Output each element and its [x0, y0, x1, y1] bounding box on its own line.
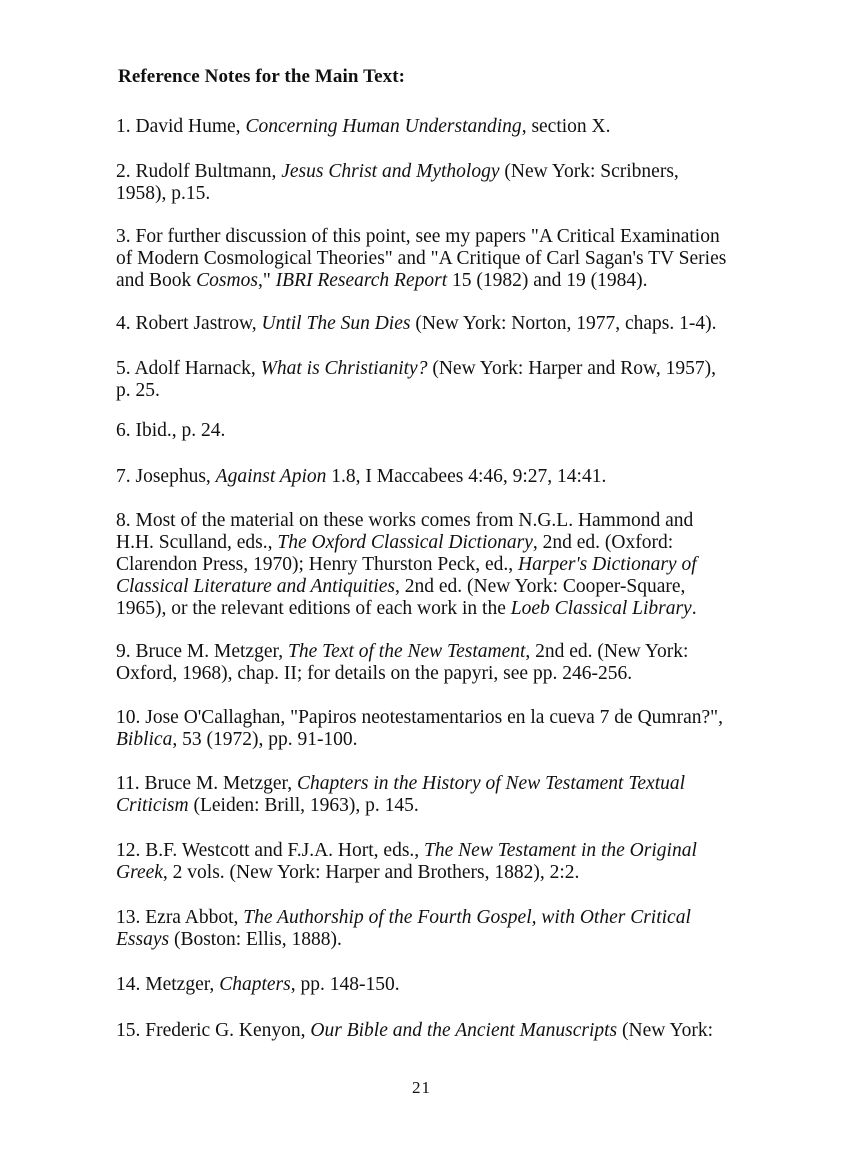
note-text-end: (Leiden: Brill, 1963), p. 145. — [188, 795, 419, 816]
note-text: Metzger, — [145, 974, 220, 995]
note-title: The Text of the New Testament — [287, 641, 526, 662]
note-number: 10. — [116, 707, 141, 728]
note-title: What is Christianity? — [260, 358, 428, 379]
note-number: 13. — [116, 907, 141, 928]
note-text: Josephus, — [135, 466, 216, 487]
note-number: 3. — [116, 226, 131, 247]
note-text-end: , pp. 148-150. — [290, 974, 400, 995]
note-title: Our Bible and the Ancient Manuscripts — [310, 1020, 618, 1041]
reference-note-15 — [116, 1020, 728, 1042]
note-title: Jesus Christ and Mythology — [281, 161, 500, 182]
note-number: 14. — [116, 974, 141, 995]
reference-note-8 — [116, 510, 728, 620]
note-text-mid: , 2nd ed. (Oxford: Clarendon Press, 1970); Henry Thurston Peck, ed., — [116, 532, 674, 575]
reference-note-9 — [116, 641, 728, 685]
note-number: 4. — [116, 313, 131, 334]
note-text: Ibid., p. 24. — [135, 420, 226, 441]
note-title: The Authorship of the Fourth Gospel, with Other Critical Essays — [116, 907, 691, 950]
note-number: 7. — [116, 466, 131, 487]
note-text-end: (New York: Harper and Row, 1957), p. 25. — [116, 358, 716, 401]
note-number: 12. — [116, 840, 141, 861]
note-number: 9. — [116, 641, 131, 662]
reference-note-11 — [116, 773, 728, 817]
note-text-end: , 2 vols. (New York: Harper and Brothers, 1882), 2:2. — [162, 862, 580, 883]
note-number: 15. — [116, 1020, 141, 1041]
note-text-end: (New York: — [617, 1020, 714, 1041]
note-text-end: , section X. — [521, 116, 611, 137]
note-text-end: 1.8, I Maccabees 4:46, 9:27, 14:41. — [326, 466, 607, 487]
note-text-end: , 2nd ed. (New York: Oxford, 1968), chap. II; for details on the papyri, see pp. 246-256. — [116, 641, 689, 684]
note-text: For further discussion of this point, see my papers "A Critical Examination of Modern Cosmological Theories" and "A Critique of Carl Sagan's TV Series and Book — [116, 226, 727, 291]
note-number: 6. — [116, 420, 131, 441]
note-title: Chapters in the History of New Testament Textual Criticism — [116, 773, 686, 816]
reference-note-14 — [116, 974, 728, 996]
note-title: Concerning Human Understanding — [245, 116, 522, 137]
reference-note-13 — [116, 907, 728, 951]
reference-note-7 — [116, 466, 728, 488]
note-title: The New Testament in the Original Greek — [116, 840, 697, 883]
note-text-mid-2: , 2nd ed. (New York: Cooper-Square, 1965), or the relevant editions of each work in the — [116, 576, 686, 619]
page-number: 21 — [412, 1078, 431, 1097]
note-text: Robert Jastrow, — [135, 313, 262, 334]
note-number: 1. — [116, 116, 131, 137]
note-text: Jose O'Callaghan, "Papiros neotestamentarios en la cueva 7 de Qumran?", — [145, 707, 723, 728]
note-text: Adolf Harnack, — [134, 358, 261, 379]
note-title-3: Loeb Classical Library — [510, 598, 692, 619]
note-text: David Hume, — [135, 116, 246, 137]
reference-note-4 — [116, 313, 728, 335]
note-text: Bruce M. Metzger, — [144, 773, 297, 794]
reference-note-6 — [116, 420, 728, 442]
reference-note-1 — [116, 116, 728, 138]
note-text-end: . — [691, 598, 697, 619]
reference-note-12 — [116, 840, 728, 884]
reference-note-10 — [116, 707, 728, 751]
note-title: Biblica — [116, 729, 173, 750]
note-number: 11. — [116, 773, 140, 794]
note-number: 8. — [116, 510, 131, 531]
note-text: Ezra Abbot, — [145, 907, 244, 928]
note-text: Rudolf Bultmann, — [135, 161, 282, 182]
reference-note-2 — [116, 161, 728, 205]
note-text: Frederic G. Kenyon, — [145, 1020, 311, 1041]
note-text-end: , 53 (1972), pp. 91-100. — [172, 729, 358, 750]
reference-note-3 — [116, 226, 728, 292]
note-title: Until The Sun Dies — [261, 313, 411, 334]
note-text-end: (New York: Norton, 1977, chaps. 1-4). — [410, 313, 717, 334]
note-title-2: Harper's Dictionary of Classical Literature and Antiquities — [116, 554, 697, 597]
note-title-2: IBRI Research Report — [275, 270, 448, 291]
note-text-end: (New York: Scribners, 1958), p.15. — [116, 161, 679, 204]
page-heading: Reference Notes for the Main Text: — [118, 66, 406, 87]
note-text-end: (Boston: Ellis, 1888). — [169, 929, 342, 950]
note-text-end: 15 (1982) and 19 (1984). — [447, 270, 648, 291]
note-number: 5. — [116, 358, 131, 379]
note-text: Most of the material on these works comes from N.G.L. Hammond and H.H. Sculland, eds., — [116, 510, 694, 553]
note-number: 2. — [116, 161, 131, 182]
note-title: Cosmos — [196, 270, 258, 291]
note-text-mid: ," — [257, 270, 276, 291]
note-title: The Oxford Classical Dictionary — [277, 532, 533, 553]
note-title: Chapters — [219, 974, 291, 995]
note-text: B.F. Westcott and F.J.A. Hort, eds., — [145, 840, 425, 861]
note-text: Bruce M. Metzger, — [135, 641, 288, 662]
note-title: Against Apion — [215, 466, 327, 487]
reference-note-5 — [116, 358, 728, 402]
